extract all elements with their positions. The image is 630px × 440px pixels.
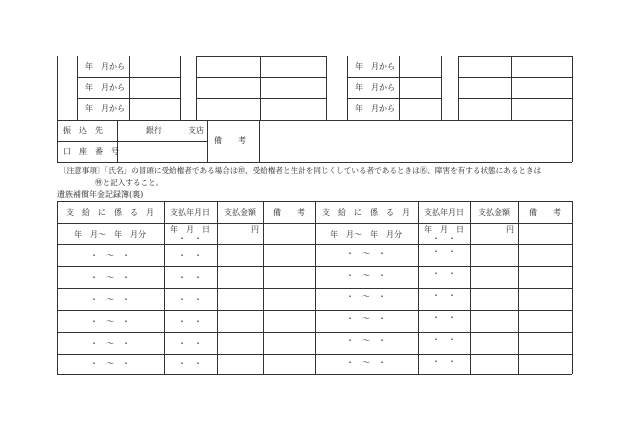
row-date-placeholder: ・ ・ bbox=[432, 291, 456, 300]
row-date-placeholder: ・ ・ bbox=[178, 295, 202, 304]
row-period-placeholder: ・ 〜 ・ bbox=[90, 359, 130, 368]
row-date-placeholder: ・ ・ bbox=[432, 357, 456, 366]
account-number-label: 口 座 番 号 bbox=[63, 147, 119, 156]
first-row-date: 年 月 日 bbox=[424, 225, 464, 234]
row-period-placeholder: ・ 〜 ・ bbox=[90, 251, 130, 260]
remarks-label: 備 考 bbox=[214, 136, 246, 145]
first-row-date-dots: ・ ・ bbox=[178, 234, 202, 243]
header-payment-date: 支払年月日 bbox=[424, 208, 464, 217]
row-date-placeholder: ・ ・ bbox=[178, 359, 202, 368]
row-date-placeholder: ・ ・ bbox=[432, 335, 456, 344]
transfer-destination-label: 振 込 先 bbox=[63, 126, 103, 135]
row-period-placeholder: ・ 〜 ・ bbox=[346, 292, 386, 301]
row-period-placeholder: ・ 〜 ・ bbox=[90, 339, 130, 348]
amount-unit: 円 bbox=[506, 225, 514, 234]
first-row-date: 年 月 日 bbox=[170, 225, 210, 234]
first-row-period: 年 月〜 年 月分 bbox=[330, 230, 402, 239]
header-payment-month: 支 給 に 係 る 月 bbox=[66, 208, 154, 217]
header-payment-month: 支 給 に 係 る 月 bbox=[322, 208, 410, 217]
row-period-placeholder: ・ 〜 ・ bbox=[346, 336, 386, 345]
period-from-label: 年 月から bbox=[355, 62, 395, 71]
notes-line-2: ㊕と記入すること。 bbox=[95, 178, 164, 187]
row-date-placeholder: ・ ・ bbox=[178, 339, 202, 348]
header-remarks: 備 考 bbox=[273, 208, 305, 217]
period-from-label: 年 月から bbox=[355, 83, 395, 92]
row-date-placeholder: ・ ・ bbox=[432, 247, 456, 256]
row-date-placeholder: ・ ・ bbox=[178, 273, 202, 282]
first-row-date-dots: ・ ・ bbox=[432, 234, 456, 243]
row-period-placeholder: ・ 〜 ・ bbox=[90, 295, 130, 304]
row-date-placeholder: ・ ・ bbox=[432, 269, 456, 278]
row-period-placeholder: ・ 〜 ・ bbox=[346, 271, 386, 280]
row-period-placeholder: ・ 〜 ・ bbox=[90, 273, 130, 282]
period-from-label: 年 月から bbox=[85, 83, 125, 92]
branch-label: 支店 bbox=[188, 126, 204, 135]
bank-name-label: 銀行 bbox=[146, 126, 162, 135]
period-from-label: 年 月から bbox=[85, 104, 125, 113]
row-date-placeholder: ・ ・ bbox=[178, 317, 202, 326]
header-payment-amount: 支払金額 bbox=[478, 208, 510, 217]
row-period-placeholder: ・ 〜 ・ bbox=[90, 317, 130, 326]
first-row-period: 年 月〜 年 月分 bbox=[74, 230, 146, 239]
row-date-placeholder: ・ ・ bbox=[432, 313, 456, 322]
row-period-placeholder: ・ 〜 ・ bbox=[346, 249, 386, 258]
header-payment-date: 支払年月日 bbox=[170, 208, 210, 217]
header-remarks: 備 考 bbox=[529, 208, 561, 217]
row-period-placeholder: ・ 〜 ・ bbox=[346, 358, 386, 367]
notes-line-1: 〔注意事項〕「氏名」の冒頭に受給権者である場合は㊞、受給権者と生計を同じくしている者であるときは㊔、障害を有する状態にあるときは bbox=[59, 166, 542, 175]
header-payment-amount: 支払金額 bbox=[224, 208, 256, 217]
period-from-label: 年 月から bbox=[85, 62, 125, 71]
row-date-placeholder: ・ ・ bbox=[178, 251, 202, 260]
record-title: 遺族補償年金記録簿(裏) bbox=[57, 190, 144, 199]
row-period-placeholder: ・ 〜 ・ bbox=[346, 314, 386, 323]
period-from-label: 年 月から bbox=[355, 104, 395, 113]
amount-unit: 円 bbox=[251, 225, 259, 234]
